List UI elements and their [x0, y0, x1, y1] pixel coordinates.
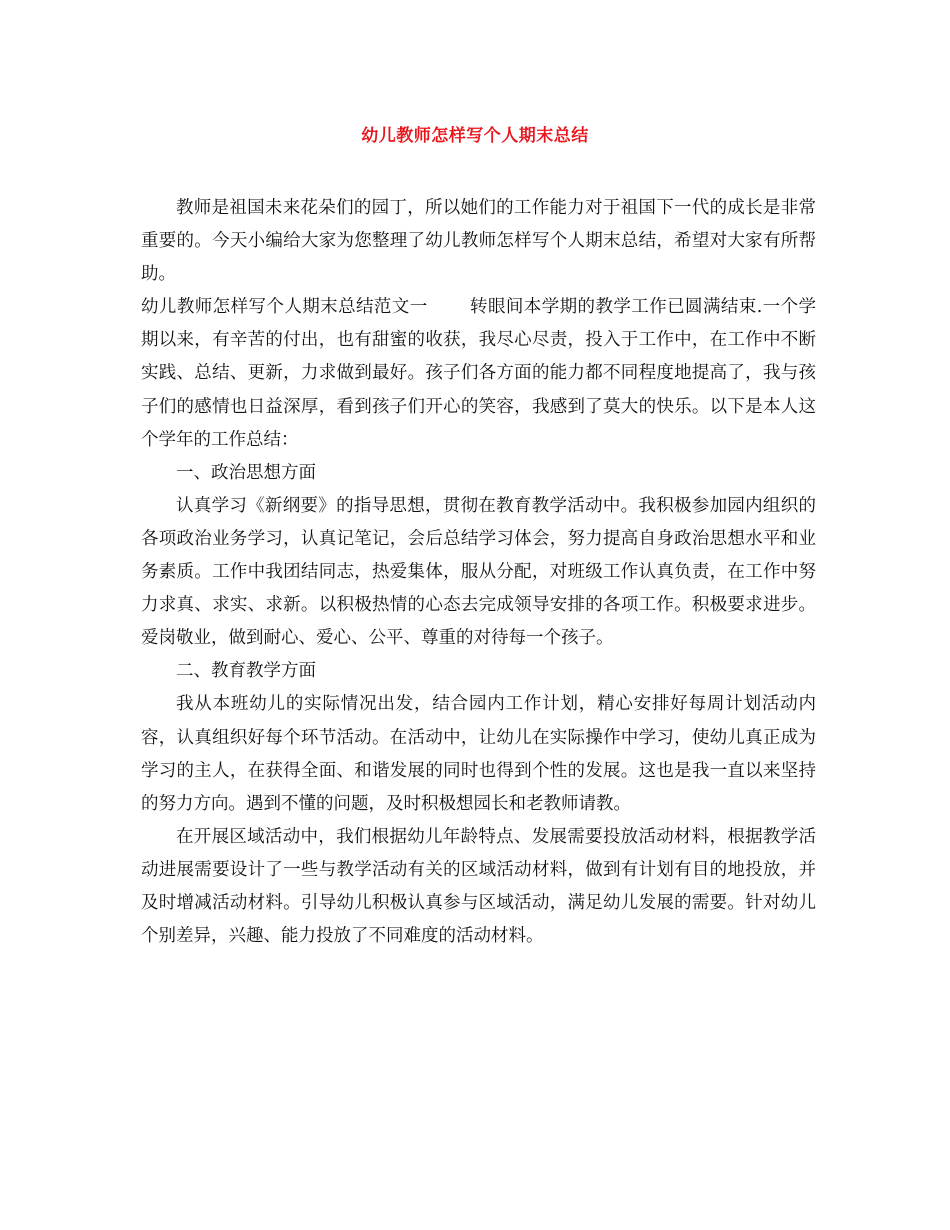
- sample-heading: 幼儿教师怎样写个人期末总结范文一: [141, 297, 428, 318]
- document-title: 幼儿教师怎样写个人期末总结: [361, 126, 589, 146]
- section-heading-teaching: 二、教育教学方面: [176, 661, 316, 682]
- section-heading-politics: 一、政治思想方面: [176, 462, 316, 483]
- intro-paragraph: 教师是祖国未来花朵们的园丁，所以她们的工作能力对于祖国下一代的成长是非常重要的。今天小编给大家为您整理了幼儿教师怎样写个人期末总结，希望对大家有所帮助。: [141, 198, 816, 285]
- section-paragraph-teaching-2: 在开展区域活动中，我们根据幼儿年龄特点、发展需要投放活动材料，根据教学活动进展需要设计了一些与教学活动有关的区域活动材料，做到有计划有目的地投放，并及时增减活动材料。引导幼儿积极认真参与区域活动，满足幼儿发展的需要。针对幼儿个别差异，兴趣、能力投放了不同难度的活动材料。: [141, 826, 816, 947]
- document-body: [141, 192, 816, 953]
- section-paragraph-politics: 认真学习《新纲要》的指导思想，贯彻在教育教学活动中。我积极参加园内组织的各项政治业务学习，认真记笔记，会后总结学习体会，努力提高自身政治思想水平和业务素质。工作中我团结同志，热爱集体，服从分配，对班级工作认真负责，在工作中努力求真、求实、求新。以积极热情的心态去完成领导安排的各项工作。积极要求进步。爱岗敬业，做到耐心、爱心、公平、尊重的对待每一个孩子。: [141, 495, 816, 649]
- section-paragraph-teaching-1: 我从本班幼儿的实际情况出发，结合园内工作计划，精心安排好每周计划活动内容，认真组织好每个环节活动。在活动中，让幼儿在实际操作中学习，使幼儿真正成为学习的主人，在获得全面、和谐发展的同时也得到个性的发展。这也是我一直以来坚持的努力方向。遇到不懂的问题，及时积极想园长和老教师请教。: [141, 694, 816, 814]
- sample-opening: 转眼间本学期的教学工作已圆满结束.一个学期以来，有辛苦的付出，也有甜蜜的收获，我尽心尽责，投入于工作中，在工作中不断实践、总结、更新，力求做到最好。孩子们各方面的能力都不同程度地提高了，我与孩子们的感情也日益深厚，看到孩子们开心的笑容，我感到了莫大的快乐。以下是本人这个学年的工作总结：: [141, 297, 817, 450]
- sample-paragraph: [141, 291, 816, 456]
